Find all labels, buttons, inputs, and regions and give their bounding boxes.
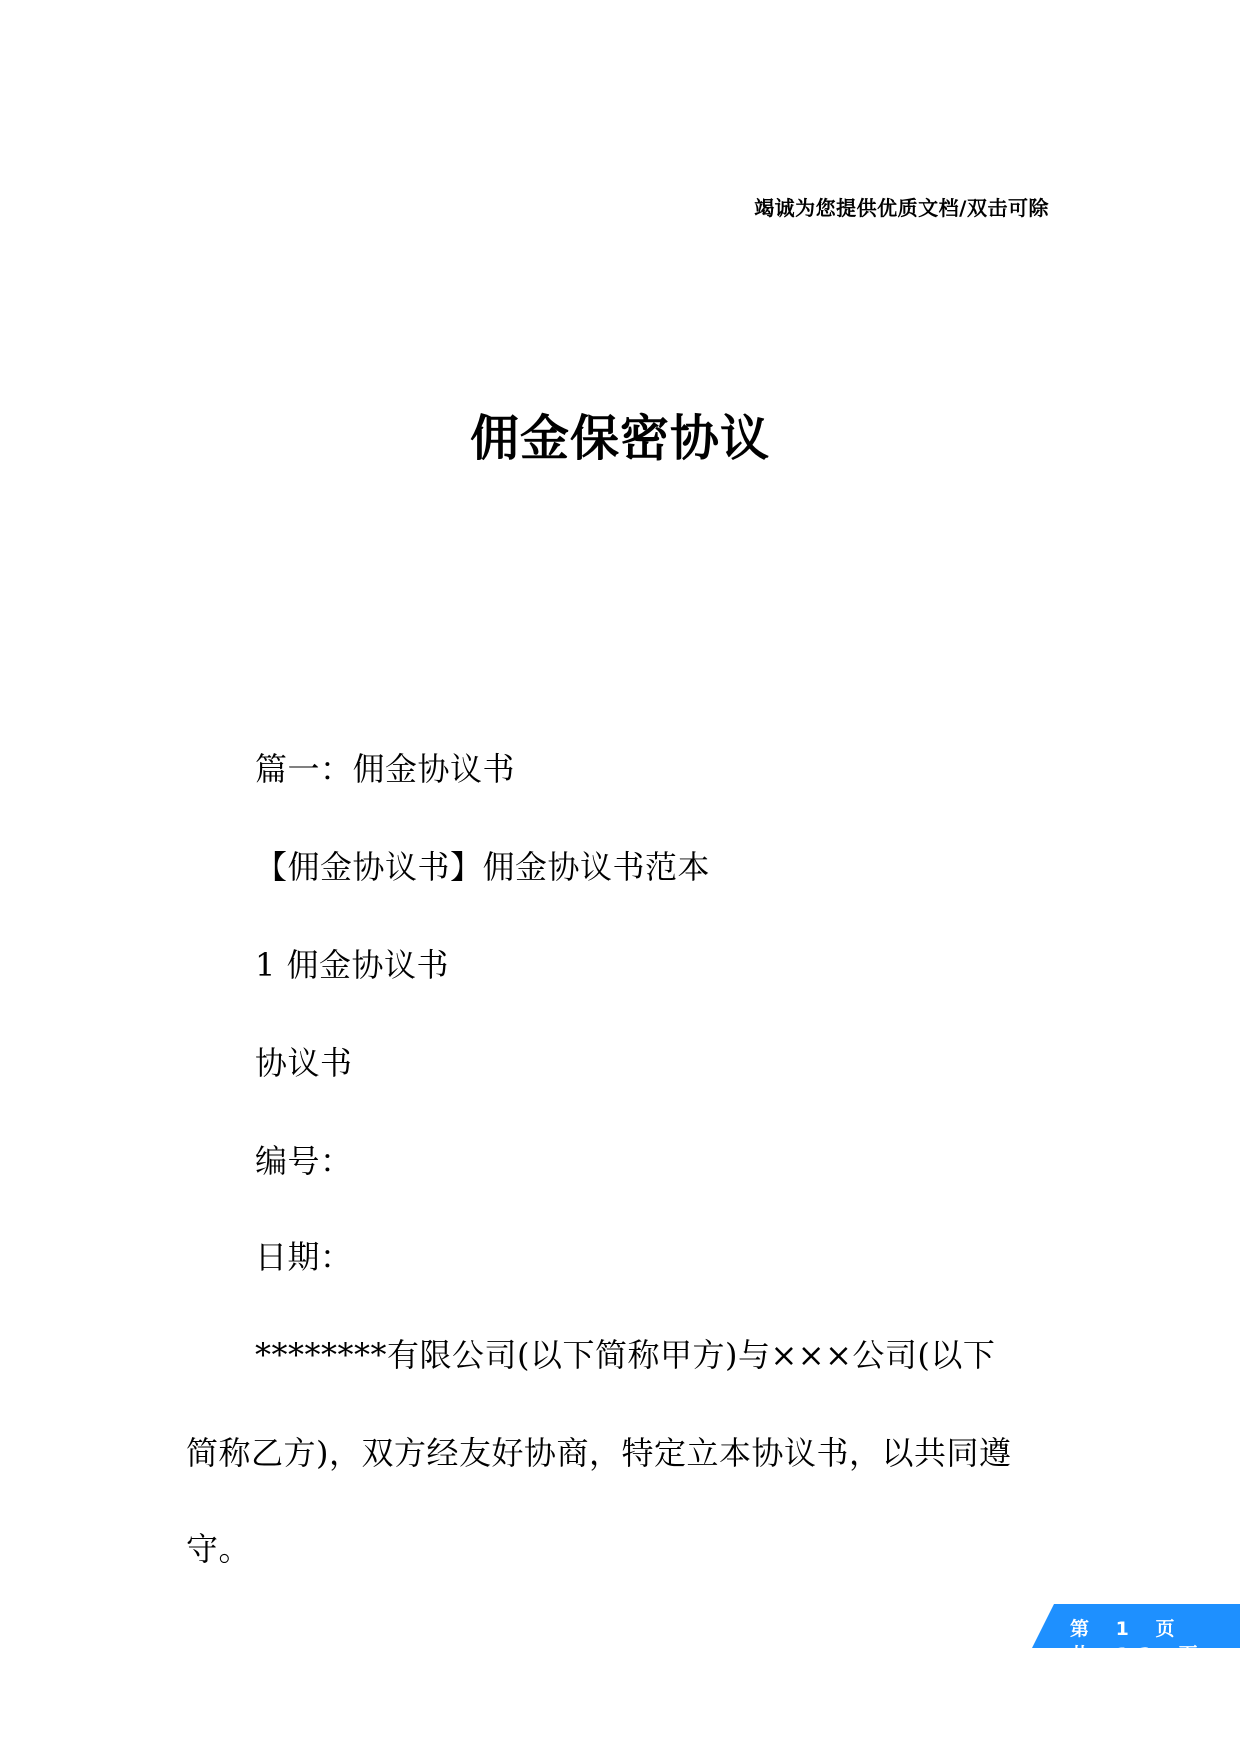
section-heading: 篇一：佣金协议书 (255, 750, 516, 788)
page-indicator-text: 第 1 页 共 12 页 (1070, 1618, 1208, 1666)
body-line: 【佣金协议书】佣金协议书范本 (255, 848, 711, 886)
document-title: 佣金保密协议 (469, 410, 770, 467)
body-line: 协议书 (255, 1044, 353, 1082)
number-field-label: 编号： (255, 1142, 353, 1180)
paragraph-line: 简称乙方)，双方经友好协商，特定立本协议书，以共同遵 (186, 1434, 1012, 1472)
page-indicator-badge (1032, 1604, 1240, 1666)
paragraph-line: 守。 (186, 1530, 252, 1568)
paragraph-line: ********有限公司(以下简称甲方)与×××公司(以下 (255, 1336, 996, 1374)
body-line: 1 佣金协议书 (255, 946, 450, 984)
header-note: 竭诚为您提供优质文档/双击可除 (754, 196, 1049, 220)
date-field-label: 日期： (255, 1238, 353, 1276)
